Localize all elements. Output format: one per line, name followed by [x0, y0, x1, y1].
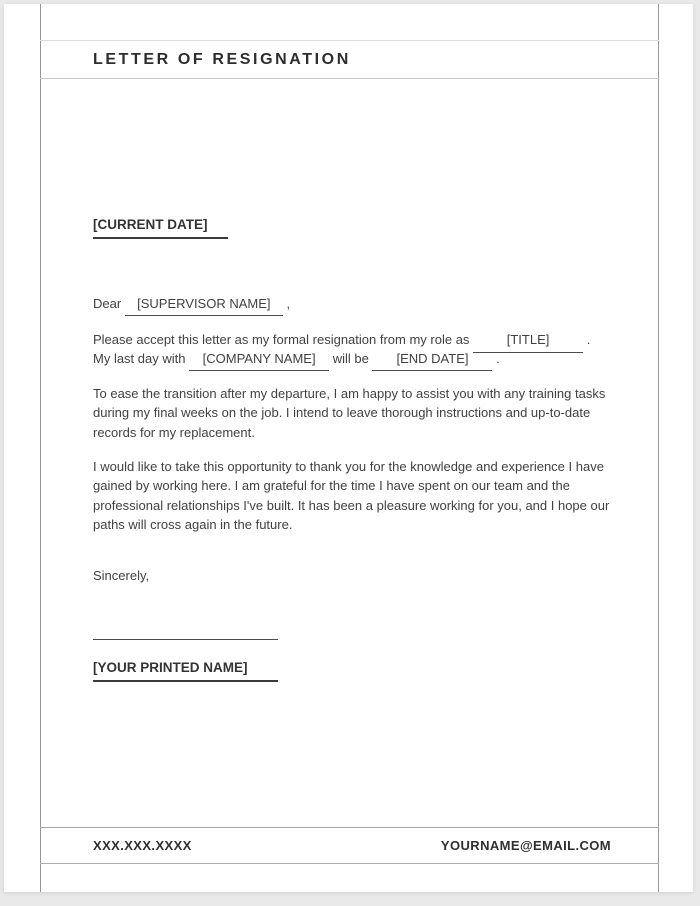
date-field-block [93, 217, 228, 239]
left-margin-rule [40, 4, 41, 892]
printed-name-field[interactable]: [YOUR PRINTED NAME] [93, 660, 278, 682]
letter-header [40, 40, 659, 79]
salutation-line [93, 295, 290, 313]
supervisor-name-field[interactable]: [SUPERVISOR NAME] [125, 295, 283, 316]
end-date-field[interactable]: [END DATE] [372, 350, 492, 372]
resignation-text-1: Please accept this letter as my formal resignation from my role as [93, 332, 470, 347]
closing-line: Sincerely, [93, 568, 150, 583]
salutation-prefix: Dear [93, 296, 122, 311]
letter-footer [40, 827, 659, 864]
letter-title: LETTER OF RESIGNATION [93, 50, 351, 68]
transition-paragraph: To ease the transition after my departure, I am happy to assist you with any training tasks during my final weeks on the job. I intend to leave thorough instructions and up-to-date records for my replacement. [93, 386, 606, 440]
footer-email: YOURNAME@EMAIL.COM [440, 838, 611, 853]
footer-phone: XXX.XXX.XXXX [93, 838, 192, 853]
resignation-text-2: My last day with [93, 350, 186, 366]
signature-line[interactable] [93, 639, 278, 640]
resignation-period-1: . [586, 332, 591, 347]
resignation-period-2: . [496, 350, 500, 366]
company-name-field[interactable]: [COMPANY NAME] [189, 350, 329, 372]
printed-name-block [93, 660, 278, 682]
resignation-text-3: will be [332, 350, 369, 366]
current-date-field[interactable]: [CURRENT DATE] [93, 217, 228, 239]
salutation-suffix: , [286, 296, 291, 311]
right-margin-rule [658, 4, 659, 892]
title-field[interactable]: [TITLE] [473, 331, 583, 353]
gratitude-paragraph: I would like to take this opportunity to thank you for the knowledge and experience I have gained by working here. I am grateful for the time I have spent on our team and the professional relationships I've built. It has been a pleasure working for you, and I hope our paths will cross again in the future. [93, 459, 610, 532]
document-page [4, 4, 693, 892]
resignation-paragraph [93, 331, 628, 368]
